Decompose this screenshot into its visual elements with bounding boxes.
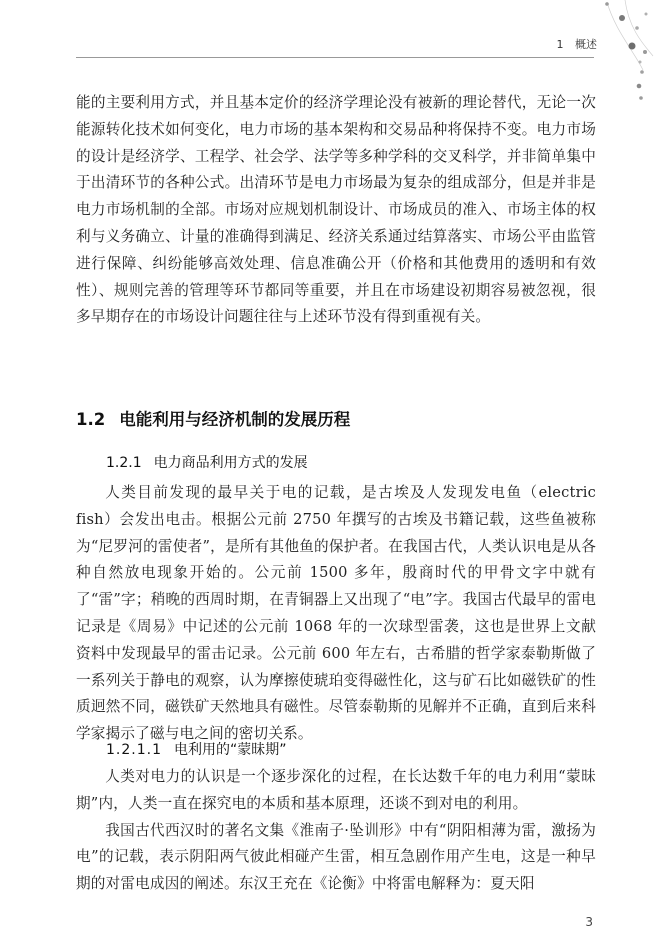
intro-paragraph-block: [76, 90, 596, 331]
body-paragraph: 人类目前发现的最早关于电的记载，是古埃及人发现发电鱼（electric fish）会发出电击。根据公元前 2750 年撰写的古埃及书籍记载，这些鱼被称为“尼罗河的雷使者”，是所有其他鱼的保护者。在我国古代，人类认识电是从各种自然放电现象开始的。公元前 1500 多年，殷商时代的甲骨文字中就有了“雷”字；稍晚的西周时期，在青铜器上又出现了“电”字。我国古代最早的雷电记录是《周易》中记述的公元前 1068 年的一次球型雷袭，这也是世界上文献资料中发现最早的雷击记录。公元前 600 年左右，古希腊的哲学家泰勒斯做了一系列关于静电的观察，认为摩擦使琥珀变得磁性化，这与矿石比如磁铁矿的性质迥然不同，磁铁矿天然地具有磁性。尽管泰勒斯的见解并不正确，直到后来科学家揭示了磁与电之间的密切关系。: [76, 484, 596, 743]
section-heading: [76, 406, 350, 430]
chapter-title: 概述: [575, 38, 597, 51]
body-paragraph: 我国古代西汉时的著名文集《淮南子·坠训形》中有“阴阳相薄为雷，激扬为电”的记载，表示阴阳两气彼此相碰产生雷，相互急剧作用产生电，这是一种早期的对雷电成因的阐述。东汉王充在《论衡》中将雷电解释为：夏天阳: [76, 821, 596, 893]
header-divider: [76, 57, 594, 58]
subsubsection-heading: [106, 739, 287, 759]
subsubsection-number: 1.2.1.1: [106, 742, 162, 758]
chapter-number: 1: [556, 38, 564, 51]
subsection-number: 1.2.1: [106, 455, 142, 471]
subsection-title: 电力商品利用方式的发展: [153, 455, 308, 471]
page-number: 3: [585, 915, 593, 929]
paragraph-block-1: [76, 480, 596, 748]
subsubsection-title: 电利用的“蒙昧期”: [173, 742, 287, 758]
subsection-heading: [106, 452, 308, 472]
paragraph-block-2: [76, 764, 596, 898]
intro-paragraph: 能的主要利用方式，并且基本定价的经济学理论没有被新的理论替代，无论一次能源转化技术如何变化，电力市场的基本架构和交易品种将保持不变。电力市场的设计是经济学、工程学、社会学、法学等多种学科的交叉科学，并非简单集中于出清环节的各种公式。出清环节是电力市场最为复杂的组成部分，但是并非是电力市场机制的全部。市场对应规划机制设计、市场成员的准入、市场主体的权利与义务确立、计量的准确得到满足、经济关系通过结算落实、市场公平由监管进行保障、纠纷能够高效处理、信息准确公开（价格和其他费用的透明和有效性）、规则完善的管理等环节都同等重要，并且在市场建设初期容易被忽视，很多早期存在的市场设计问题往往与上述环节没有得到重视有关。: [76, 94, 596, 326]
body-paragraph: 人类对电力的认识是一个逐步深化的过程，在长达数千年的电力利用“蒙昧期”内，人类一直在探究电的本质和基本原理，还谈不到对电的利用。: [76, 768, 596, 812]
section-title: 电能利用与经济机制的发展历程: [119, 410, 351, 429]
section-number: 1.2: [76, 410, 106, 429]
